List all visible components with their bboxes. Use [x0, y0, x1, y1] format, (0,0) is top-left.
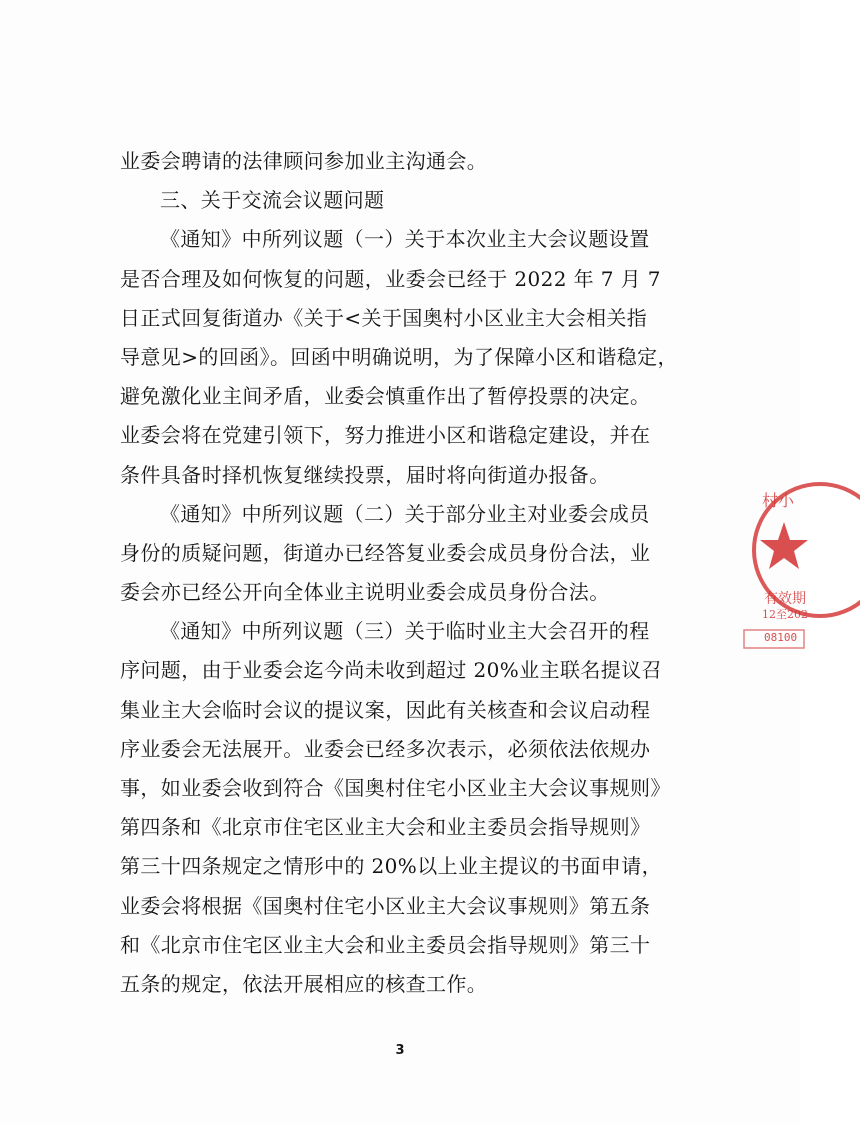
text-line: 第三十四条规定之情形中的 20%以上业主提议的书面申请， [120, 854, 663, 879]
text-line: 导意见>的回函》。回函中明确说明，为了保障小区和谐稳定， [120, 344, 678, 369]
page-number: 3 [395, 1043, 405, 1058]
text-line: 身份的质疑问题，街道办已经答复业委会成员身份合法，业 [120, 540, 651, 565]
text-line: 《通知》中所列议题（二）关于部分业主对业委会成员 [160, 501, 650, 526]
text-line: 业委会聘请的法律顾问参加业主沟通会。 [120, 149, 488, 173]
text-line: 业委会将根据《国奥村住宅小区业主大会议事规则》第五条 [120, 893, 651, 918]
text-line: 序问题，由于业委会迄今尚未收到超过 20%业主联名提议召 [120, 658, 663, 683]
seal-text-code: 08100 [764, 631, 798, 644]
text-line: 避免激化业主间矛盾，业委会慎重作出了暂停投票的决定。 [120, 384, 651, 409]
text-line: 第四条和《北京市住宅区业主大会和业主委员会指导规则》 [120, 815, 651, 840]
document-body [120, 142, 680, 1004]
text-line: 业委会将在党建引领下，努力推进小区和谐稳定建设，并在 [120, 423, 651, 448]
seal-text-date: 12至202 [762, 608, 808, 621]
seal-text-mid: 有效期 [764, 591, 806, 607]
text-line: 序业委会无法展开。业委会已经多次表示，必须依法依规办 [120, 736, 651, 761]
text-line: 条件具备时择机恢复继续投票，届时将向街道办报备。 [120, 462, 610, 487]
text-line: 是否合理及如何恢复的问题，业委会已经于 2022 年 7 月 7 [120, 266, 661, 291]
seal-text-top: 村小 [762, 491, 795, 510]
text-line: 和《北京市住宅区业主大会和业主委员会指导规则》第三十 [120, 932, 651, 957]
text-line: 《通知》中所列议题（一）关于本次业主大会议题设置 [160, 227, 650, 252]
text-line: 委会亦已经公开向全体业主说明业委会成员身份合法。 [120, 580, 610, 605]
text-line: 事，如业委会收到符合《国奥村住宅小区业主大会议事规则》 [120, 776, 671, 800]
text-line: 五条的规定，依法开展相应的核查工作。 [120, 971, 488, 996]
section-heading: 三、关于交流会议题问题 [160, 188, 385, 213]
text-line: 《通知》中所列议题（三）关于临时业主大会召开的程 [160, 619, 650, 644]
text-line: 集业主大会临时会议的提议案，因此有关核查和会议启动程 [120, 697, 651, 722]
text-line: 日正式回复街道办《关于<关于国奥村小区业主大会相关指 [120, 305, 648, 330]
official-seal-stamp [740, 470, 860, 670]
